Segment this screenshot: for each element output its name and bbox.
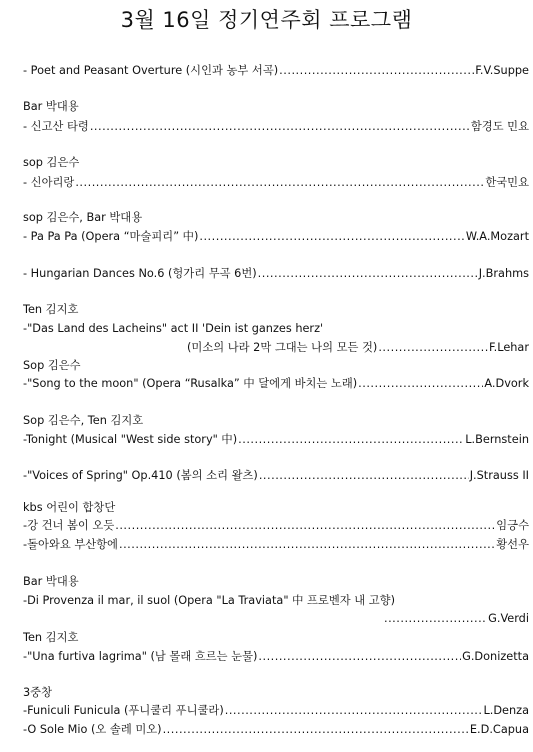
dot-leader <box>199 229 464 245</box>
program-item-brahms <box>23 266 529 282</box>
program-item-verdi-title: -Di Provenza il mar, il suol (Opera "La Traviata" 中 프로벤자 내 고향) <box>23 594 395 607</box>
composer: 한국민요 <box>485 176 529 189</box>
performer-heading: Ten 김지호 <box>23 303 79 316</box>
composer: 임긍수 <box>496 519 529 532</box>
piece-subtitle: (미소의 나라 2막 그대는 나의 모든 것) <box>187 341 378 354</box>
piece-title: - Hungarian Dances No.6 (헝가리 무곡 6번) <box>23 267 257 280</box>
dot-leader <box>90 119 470 135</box>
composer: 황선우 <box>496 538 529 551</box>
program-item-bernstein <box>23 432 529 448</box>
program-item-solemio <box>23 722 529 738</box>
dot-leader <box>119 537 495 553</box>
composer: F.Lehar <box>488 341 529 354</box>
dot-leader <box>358 376 483 392</box>
dot-leader <box>75 175 484 191</box>
performer-heading: Ten 김지호 <box>23 631 79 644</box>
program-item-papapa <box>23 229 529 245</box>
dot-leader <box>238 432 464 448</box>
program-item-funiculi <box>23 703 529 719</box>
dot-leader <box>384 611 487 627</box>
performer-heading: 3중창 <box>23 686 53 699</box>
dot-leader <box>378 340 488 356</box>
dot-leader <box>258 266 478 282</box>
program-item-dvorak <box>23 376 529 392</box>
piece-title: -강 건너 봄이 오듯 <box>23 519 115 532</box>
piece-title: -Tonight (Musical "West side story" 中) <box>23 433 238 446</box>
composer: L.Bernstein <box>465 433 529 446</box>
piece-title: -"Una furtiva lagrima" (남 몰래 흐르는 눈물) <box>23 650 258 663</box>
program-item-verdi <box>23 611 529 627</box>
piece-title: -O Sole Mio (오 솔레 미오) <box>23 723 162 736</box>
program-item-donizetti <box>23 649 529 665</box>
program-item-lehar <box>23 340 529 356</box>
program-item-suppe <box>23 63 529 79</box>
composer: G.Donizetta <box>462 650 529 663</box>
piece-title: - Poet and Peasant Overture (시인과 농부 서곡) <box>23 64 279 77</box>
program-item-busan <box>23 537 529 553</box>
composer: W.A.Mozart <box>465 230 529 243</box>
composer: L.Denza <box>483 704 529 717</box>
performer-heading: sop 김은수, Bar 박대용 <box>23 211 143 224</box>
program-item-gang <box>23 518 529 534</box>
composer: F.V.Suppe <box>475 64 529 77</box>
composer: A.Dvork <box>484 377 529 390</box>
performer-heading: Bar 박대용 <box>23 100 79 113</box>
performer-heading: Sop 김은수, Ten 김지호 <box>23 414 144 427</box>
piece-title: - 신고산 타령 <box>23 120 89 133</box>
piece-title: -"Song to the moon" (Opera “Rusalka” 中 달에게 바치는 노래) <box>23 377 358 390</box>
page-title: 3월 16일 정기연주회 프로그램 <box>120 8 413 32</box>
dot-leader <box>115 518 495 534</box>
dot-leader <box>279 63 474 79</box>
composer: 함경도 민요 <box>470 120 529 133</box>
program-item-lehar-title: -"Das Land des Lacheins" act II 'Dein ist ganzes herz' <box>23 322 324 335</box>
piece-title: -돌아와요 부산항에 <box>23 538 118 551</box>
composer: J.Brahms <box>478 267 529 280</box>
program-item-singosan <box>23 119 529 135</box>
piece-title: -Funiculi Funicula (푸니쿨리 푸니쿨라) <box>23 704 224 717</box>
piece-title: - Pa Pa Pa (Opera “마술피리” 中) <box>23 230 199 243</box>
composer: E.D.Capua <box>469 723 529 736</box>
program-item-arirang <box>23 175 529 191</box>
dot-leader <box>259 468 469 484</box>
composer: J.Strauss II <box>469 469 529 482</box>
program-item-strauss <box>23 468 529 484</box>
dot-leader <box>258 649 461 665</box>
dot-leader <box>163 722 469 738</box>
performer-heading: Sop 김은수 <box>23 359 81 372</box>
composer: G.Verdi <box>488 612 529 625</box>
performer-heading: kbs 어린이 합창단 <box>23 501 116 514</box>
performer-heading: Bar 박대용 <box>23 575 79 588</box>
piece-title: - 신아리랑 <box>23 176 75 189</box>
performer-heading: sop 김은수 <box>23 156 80 169</box>
piece-title: -"Voices of Spring" Op.410 (봄의 소리 왈츠) <box>23 469 258 482</box>
dot-leader <box>225 703 483 719</box>
